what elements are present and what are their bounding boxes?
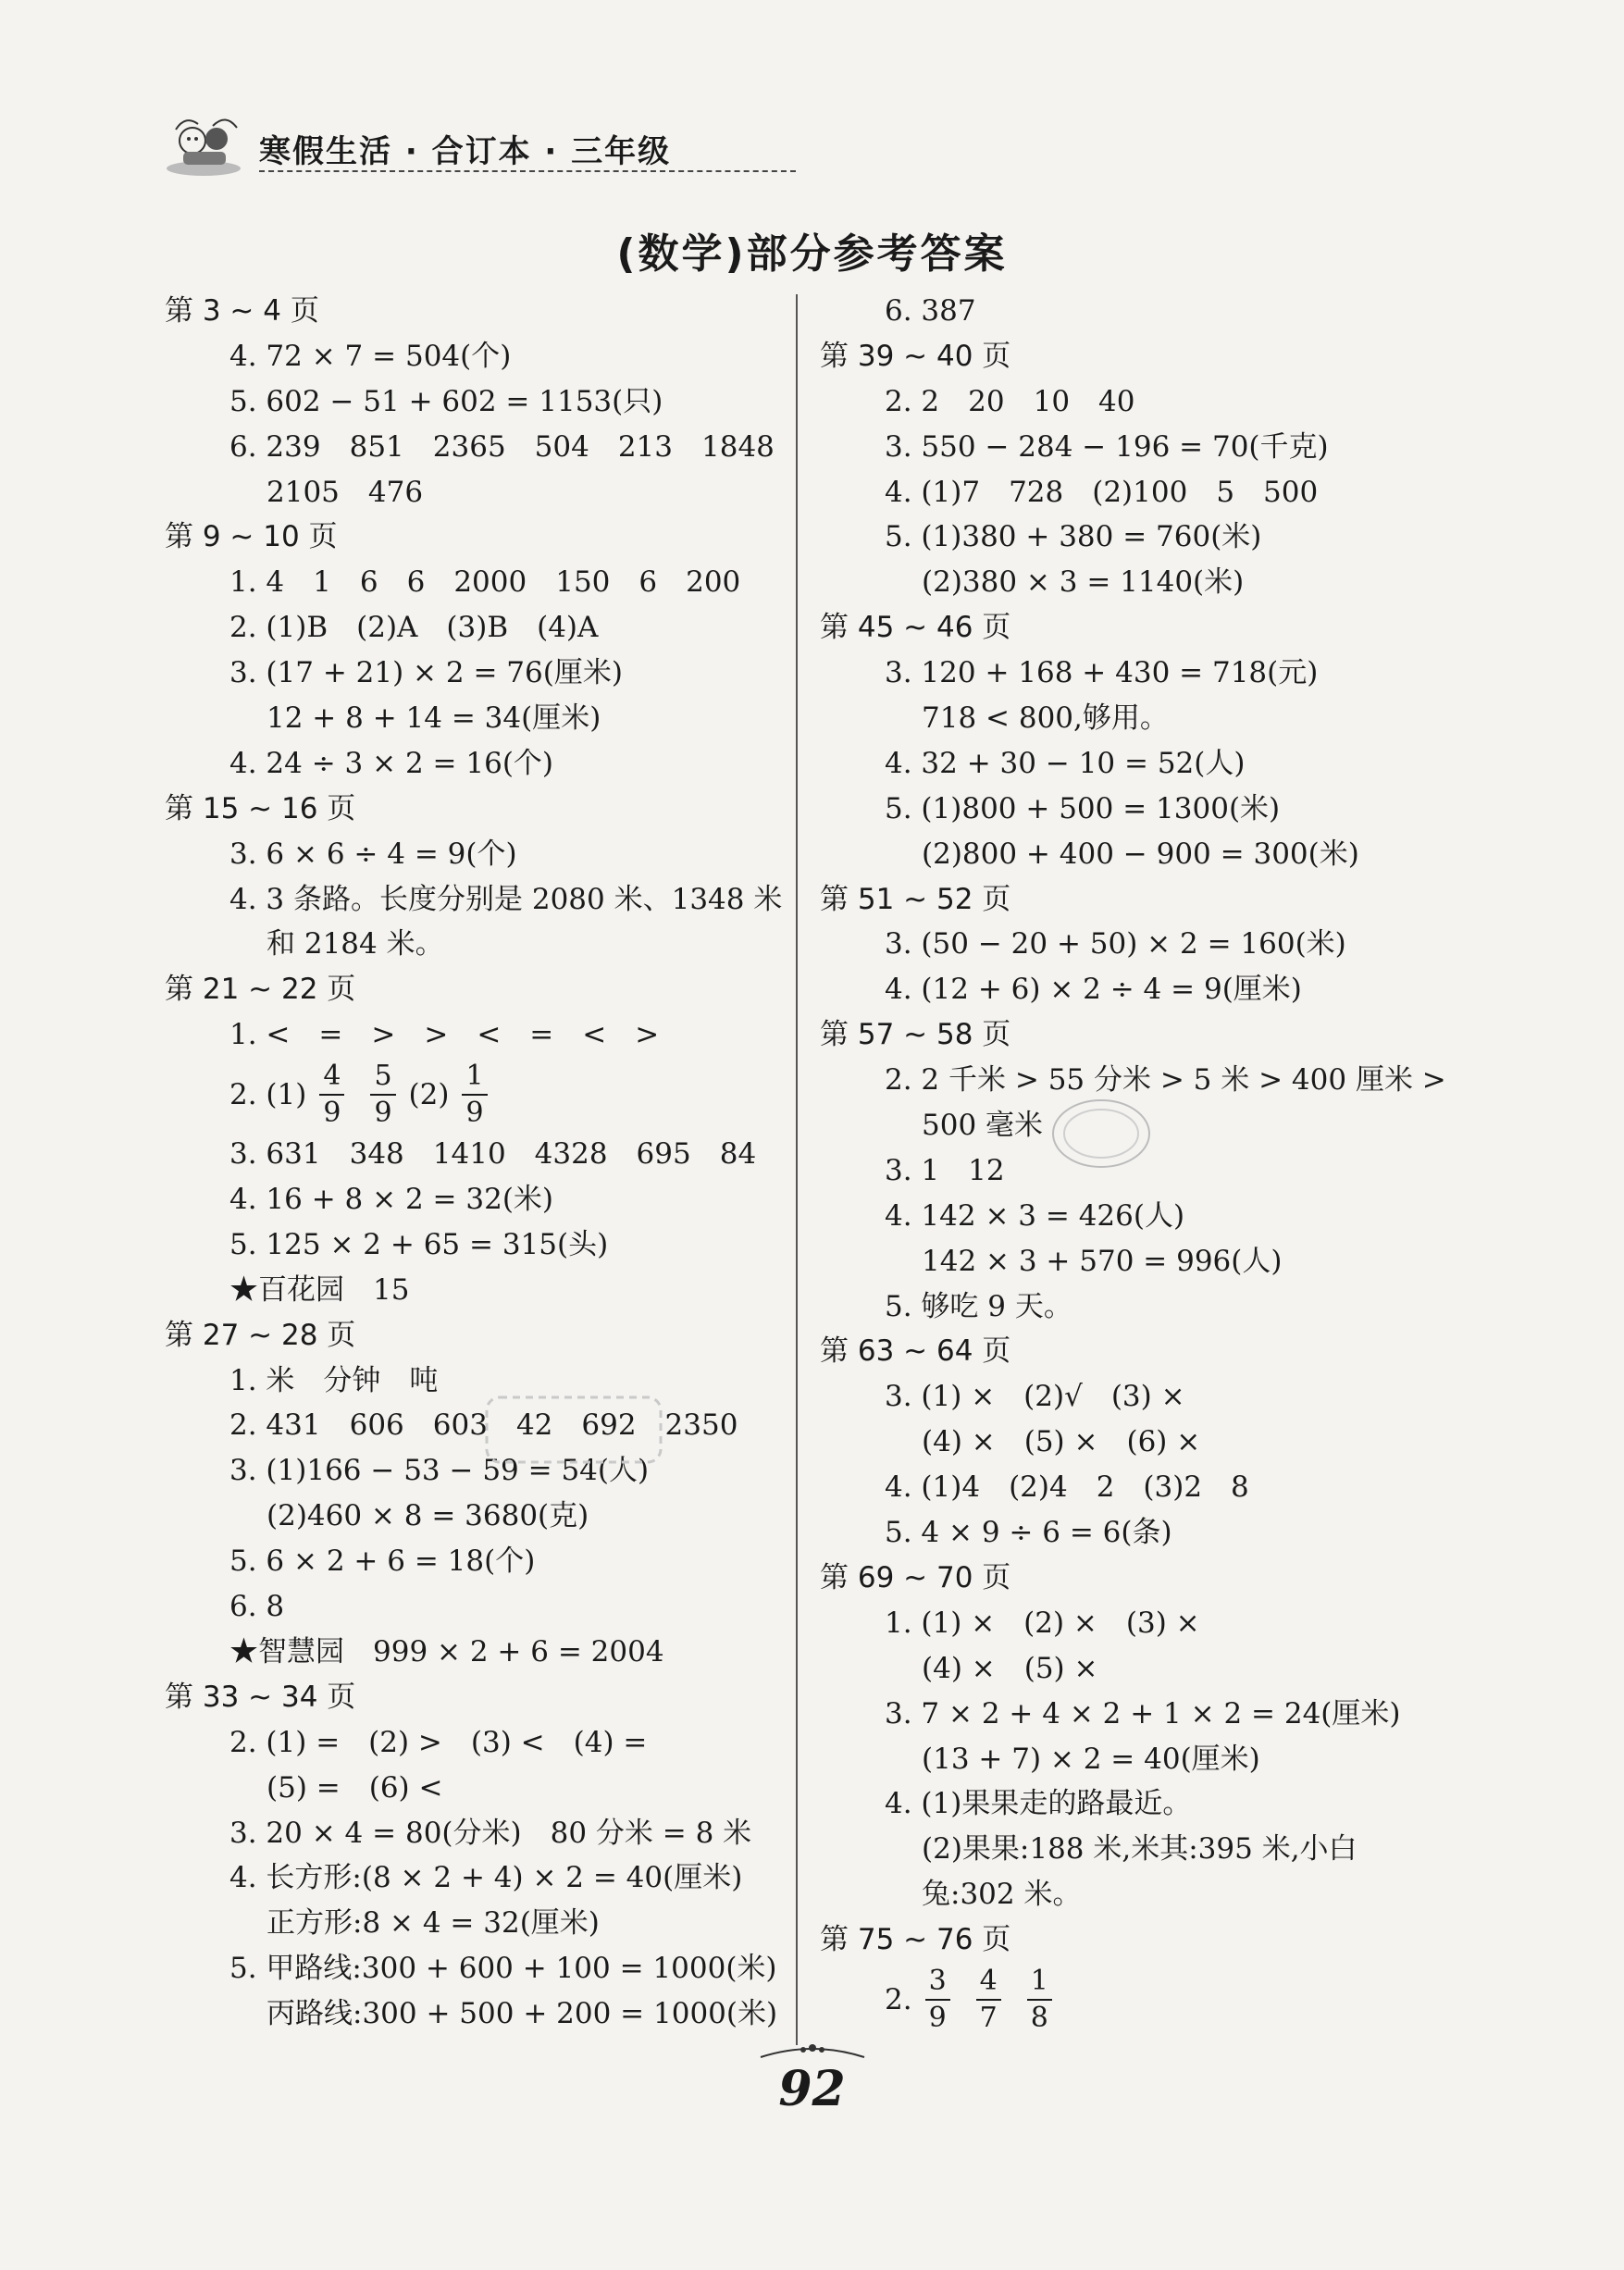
numerator: 3: [925, 1967, 950, 2001]
answer-line: 3. (50 − 20 + 50) × 2 = 160(米): [885, 927, 1346, 961]
fraction: [976, 1964, 1001, 2034]
section-heading: 第 69 ~ 70 页: [820, 1560, 1011, 1594]
left-column: [165, 289, 794, 2037]
answer-label: (2): [408, 1077, 450, 1111]
section-heading: 第 63 ~ 64 页: [820, 1334, 1011, 1369]
answer-line: 6. 239 851 2365 504 213 1848: [229, 429, 775, 464]
answer-line: ★百花园 15: [229, 1272, 410, 1307]
fraction: [1027, 1964, 1052, 2034]
answer-line: 兔:302 米。: [922, 1878, 1082, 1912]
answer-line: 5. (1)800 + 500 = 1300(米): [885, 791, 1281, 825]
denominator: 7: [979, 2001, 998, 2034]
answer-line: 1. < = > > < = < >: [229, 1018, 660, 1052]
answer-line: 2. 431 606 603 42 692 2350: [229, 1408, 738, 1443]
answer-line: 5. 4 × 9 ÷ 6 = 6(条): [885, 1516, 1172, 1550]
denominator: 9: [928, 2001, 947, 2034]
answer-line: 3. (1)166 − 53 − 59 = 54(人): [229, 1454, 650, 1488]
answer-line: 2. 2 千米 > 55 分米 > 5 米 > 400 厘米 >: [885, 1063, 1446, 1098]
answer-line: 1. 4 1 6 6 2000 150 6 200: [229, 565, 741, 600]
answer-line: 5. 够吃 9 天。: [885, 1289, 1072, 1323]
answer-line: 3. 631 348 1410 4328 695 84: [229, 1137, 757, 1172]
answer-line: 4. 72 × 7 = 504(个): [229, 339, 512, 373]
answer-line: 142 × 3 + 570 = 996(人): [922, 1244, 1283, 1278]
cartoon-logo-icon: [157, 111, 250, 185]
numerator: 1: [1027, 1967, 1052, 2001]
answer-line: 3. (1) × (2)√ (3) ×: [885, 1380, 1185, 1414]
fraction: [925, 1964, 950, 2034]
denominator: 9: [465, 1097, 484, 1130]
answer-line: 1. 米 分钟 吨: [229, 1363, 439, 1397]
section-heading: 第 51 ~ 52 页: [820, 882, 1011, 916]
answer-line: 4. 16 + 8 × 2 = 32(米): [229, 1183, 554, 1217]
section-heading: 第 75 ~ 76 页: [820, 1923, 1011, 1957]
answer-line: 6. 8: [229, 1590, 285, 1624]
fraction-answer-line: [820, 1963, 1458, 2037]
answer-line: 2105 476: [267, 475, 424, 509]
answer-line: 4. 32 + 30 − 10 = 52(人): [885, 746, 1246, 780]
answer-line: (4) × (5) ×: [922, 1651, 1098, 1685]
answer-line: (4) × (5) × (6) ×: [922, 1425, 1201, 1459]
answer-line: 5. 甲路线:300 + 600 + 100 = 1000(米): [229, 1952, 777, 1986]
answer-line: 3. (17 + 21) × 2 = 76(厘米): [229, 656, 623, 690]
section-heading: 第 21 ~ 22 页: [165, 973, 356, 1007]
answer-line: (2)380 × 3 = 1140(米): [922, 565, 1245, 600]
numerator: 4: [319, 1062, 344, 1096]
fraction: [319, 1060, 344, 1130]
answer-line: 4. 3 条路。长度分别是 2080 米、1348 米: [229, 882, 783, 916]
denominator: 8: [1030, 2001, 1048, 2034]
column-divider: [796, 294, 798, 2045]
seal-stamp-icon: [1046, 1092, 1157, 1175]
answer-line: 5. 602 − 51 + 602 = 1153(只): [229, 384, 663, 418]
answer-line: (13 + 7) × 2 = 40(厘米): [922, 1742, 1260, 1776]
answer-line: 500 毫米: [922, 1109, 1044, 1143]
answer-line: 6. 387: [885, 294, 976, 328]
watermark-stamp-icon: [481, 1388, 666, 1471]
answer-line: 3. 1 12: [885, 1153, 1005, 1187]
answer-line: 3. 120 + 168 + 430 = 718(元): [885, 656, 1319, 690]
answer-line: 4. (12 + 6) × 2 ÷ 4 = 9(厘米): [885, 973, 1302, 1007]
page-footer: [0, 2041, 1624, 2117]
answer-line: 和 2184 米。: [267, 927, 444, 961]
answer-prefix: 2.: [885, 1982, 912, 2016]
answer-line: 3. 20 × 4 = 80(分米) 80 分米 = 8 米: [229, 1816, 752, 1850]
section-heading: 第 33 ~ 34 页: [165, 1680, 356, 1714]
page-number: 92: [778, 2061, 846, 2117]
answer-line: 丙路线:300 + 500 + 200 = 1000(米): [267, 1997, 778, 2031]
fraction-answer-line: [165, 1058, 794, 1132]
numerator: 4: [976, 1967, 1001, 2001]
answer-line: 4. 长方形:(8 × 2 + 4) × 2 = 40(厘米): [229, 1861, 743, 1895]
answer-line: 1. (1) × (2) × (3) ×: [885, 1606, 1200, 1640]
answer-line: (2)800 + 400 − 900 = 300(米): [922, 837, 1359, 871]
numerator: 5: [370, 1062, 395, 1096]
answer-line: 5. 6 × 2 + 6 = 18(个): [229, 1544, 536, 1579]
numerator: 1: [462, 1062, 487, 1096]
answer-line: 3. 6 × 6 ÷ 4 = 9(个): [229, 837, 517, 871]
answer-prefix: 2. (1): [229, 1077, 307, 1111]
answer-line: 5. 125 × 2 + 65 = 315(头): [229, 1227, 609, 1261]
header-divider: [259, 170, 796, 172]
section-heading: 第 3 ~ 4 页: [165, 294, 319, 328]
answer-line: 4. 142 × 3 = 426(人): [885, 1198, 1185, 1233]
answer-line: 3. 550 − 284 − 196 = 70(千克): [885, 429, 1329, 464]
answer-line: 正方形:8 × 4 = 32(厘米): [267, 1906, 600, 1941]
answer-line: 4. (1)4 (2)4 2 (3)2 8: [885, 1470, 1249, 1505]
answer-line: 4. (1)7 728 (2)100 5 500: [885, 475, 1319, 509]
fraction: [370, 1060, 395, 1130]
answer-line: 12 + 8 + 14 = 34(厘米): [267, 701, 601, 736]
answer-line: 2. 2 20 10 40: [885, 384, 1135, 418]
answer-line: 2. (1) = (2) > (3) < (4) =: [229, 1725, 648, 1759]
section-heading: 第 15 ~ 16 页: [165, 791, 356, 825]
section-heading: 第 39 ~ 40 页: [820, 339, 1011, 373]
answer-line: 718 < 800,够用。: [922, 701, 1169, 736]
answer-line: (2)果果:188 米,米其:395 米,小白: [922, 1832, 1357, 1867]
answer-line: 4. (1)果果走的路最近。: [885, 1787, 1192, 1821]
header-title: 寒假生活 · 合订本 · 三年级: [259, 133, 672, 170]
answer-line: (5) = (6) <: [267, 1770, 443, 1805]
denominator: 9: [323, 1097, 341, 1130]
section-heading: 第 45 ~ 46 页: [820, 611, 1011, 645]
page-title: (数学)部分参考答案: [616, 230, 1008, 278]
ornament-icon: [757, 2041, 868, 2061]
answer-line: 2. (1)B (2)A (3)B (4)A: [229, 611, 599, 645]
answer-line: (2)460 × 8 = 3680(克): [267, 1499, 589, 1533]
answer-line: 4. 24 ÷ 3 × 2 = 16(个): [229, 746, 554, 780]
answer-line: ★智慧园 999 × 2 + 6 = 2004: [229, 1634, 664, 1668]
section-heading: 第 27 ~ 28 页: [165, 1318, 356, 1352]
section-heading: 第 57 ~ 58 页: [820, 1018, 1011, 1052]
answer-line: 5. (1)380 + 380 = 760(米): [885, 520, 1262, 554]
section-heading: 第 9 ~ 10 页: [165, 520, 338, 554]
fraction: [462, 1060, 487, 1130]
answer-line: 3. 7 × 2 + 4 × 2 + 1 × 2 = 24(厘米): [885, 1696, 1401, 1730]
denominator: 9: [374, 1097, 392, 1130]
